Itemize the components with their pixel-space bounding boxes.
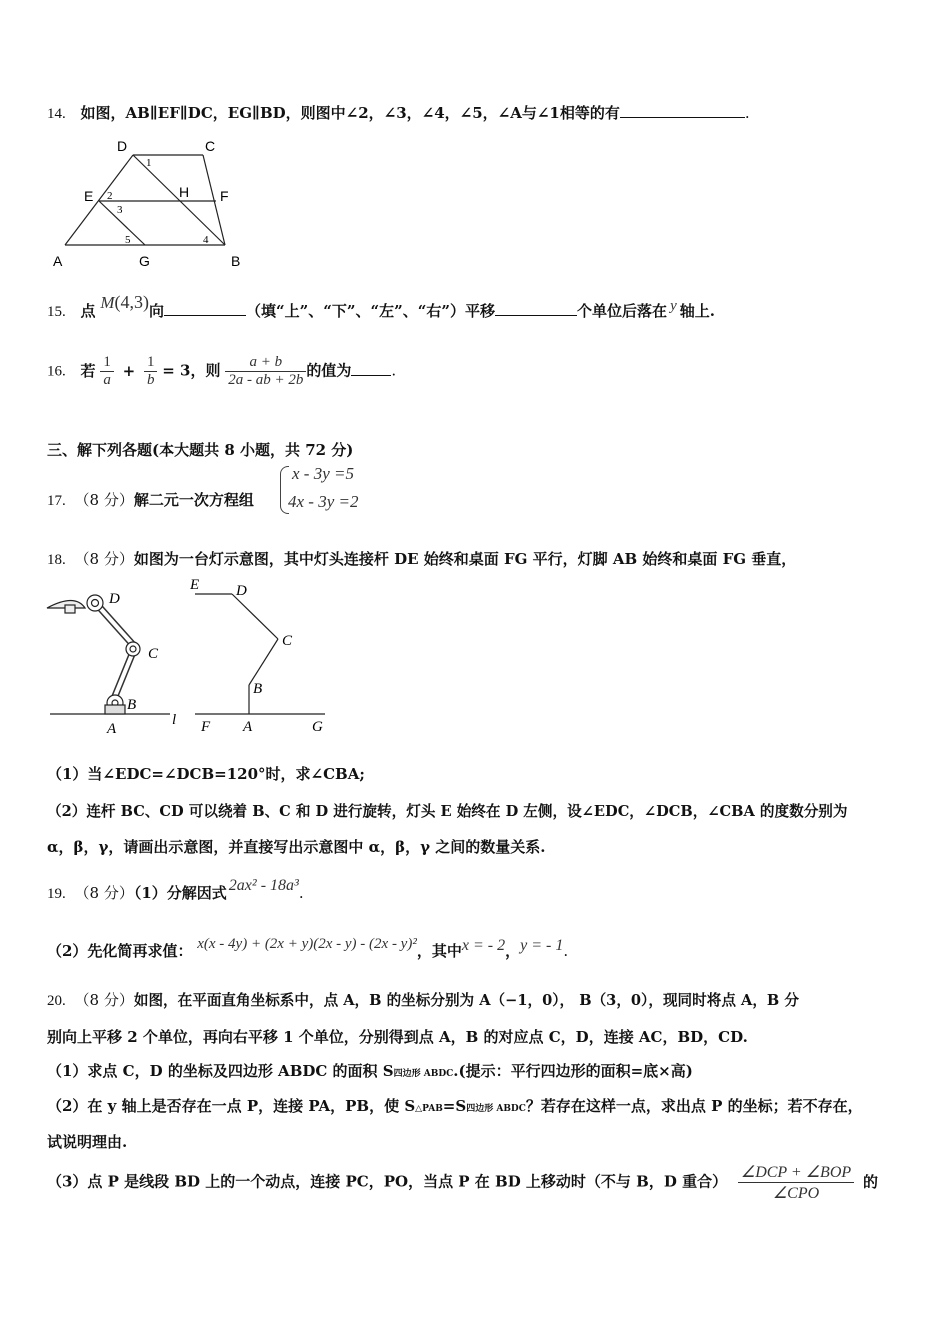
label-B: B <box>231 253 241 269</box>
answer-blank[interactable] <box>620 103 745 118</box>
expression-2: x(x - 4y) + (2x + y)(2x - y) - (2x - y)² <box>197 936 417 952</box>
q19-part-2 <box>47 936 569 961</box>
question-14 <box>47 102 750 123</box>
label-C: C <box>148 646 159 662</box>
part-1-text: （1）分解因式 <box>133 884 227 902</box>
answer-blank[interactable] <box>351 361 391 376</box>
axis-y: y <box>670 298 677 314</box>
numerator: 1 <box>103 354 111 370</box>
units-blank[interactable] <box>495 301 577 316</box>
part-2-text: （2）先化简再求值： <box>47 942 193 960</box>
text: 向 <box>149 302 165 320</box>
text: ？若存在这样一点，求出点 P 的坐标；若不存在， <box>525 1097 863 1115</box>
text: 个单位后落在 <box>577 302 668 320</box>
label-D: D <box>117 138 128 154</box>
question-number: 18. <box>47 552 66 568</box>
text: 轴上. <box>679 302 715 320</box>
y-value: y = - 1 <box>520 937 564 954</box>
subscript: △PAB <box>415 1104 443 1114</box>
question-number: 19. <box>47 886 66 902</box>
subscript: 四边形 ABDC <box>393 1069 454 1079</box>
angle-3: 3 <box>117 204 123 216</box>
plus: + <box>122 361 136 380</box>
denominator: ∠CPO <box>738 1182 854 1203</box>
question-number: 14. <box>47 106 66 122</box>
label-D: D <box>109 591 120 607</box>
label-B: B <box>127 697 137 713</box>
text: （填“上”、“下”、“左”、“右”）平移 <box>246 302 496 320</box>
q20-part-3 <box>47 1162 878 1203</box>
question-text-line-1: 如图，在平面直角坐标系中，点 A，B 的坐标分别为 A（−1，0）， B（3，0），现同时将点 A，B 分 <box>133 992 799 1009</box>
text: （2）在 y 轴上是否存在一点 P，连接 PA，PB，使 S <box>47 1097 416 1115</box>
angle-2: 2 <box>107 190 113 202</box>
expression-1: 2ax² - 18a³ <box>228 877 299 894</box>
equation-2: 4x - 3y =2 <box>288 492 359 511</box>
label-A: A <box>107 721 117 737</box>
question-text: 如图为一台灯示意图，其中灯头连接杆 DE 始终和桌面 FG 平行，灯脚 AB 始终和桌面 FG 垂直， <box>133 550 797 568</box>
angle-4: 4 <box>203 234 209 246</box>
text: （3）点 P 是线段 BD 上的一个动点，连接 PC，PO，当点 P 在 BD 上移动时（不与 B，D 重合） <box>47 1172 728 1191</box>
subscript: 四边形 ABDC <box>466 1104 526 1114</box>
q20-part-2 <box>47 1095 863 1116</box>
label-B: B <box>253 681 263 697</box>
point-M: M <box>100 293 115 312</box>
fraction-expression <box>225 354 306 389</box>
period: . <box>744 104 750 122</box>
fraction-1-over-b <box>144 354 158 389</box>
label-l: l <box>172 712 177 728</box>
question-text-line-2: 别向上平移 2 个单位，再向右平移 1 个单位，分别得到点 A，B 的对应点 C，D，连接 AC，BD，CD. <box>47 1028 748 1046</box>
text: 的 <box>862 1172 878 1191</box>
x-value: x = - 2 <box>461 937 506 954</box>
lamp-diagram <box>190 573 340 738</box>
question-20 <box>47 989 799 1010</box>
denominator: 2a - ab + 2b <box>225 371 306 389</box>
label-E: E <box>190 577 200 593</box>
question-number: 17. <box>47 493 66 509</box>
text: 若 <box>80 361 96 380</box>
question-number: 16. <box>47 363 66 380</box>
question-number: 15. <box>47 304 66 320</box>
label-F: F <box>220 188 229 204</box>
label-A: A <box>243 719 253 735</box>
period: . <box>298 884 304 902</box>
question-text: 如图，AB∥EF∥DC，EG∥BD，则图中∠2，∠3，∠4，∠5，∠A与∠1相等的有 <box>80 104 620 122</box>
text: ，其中 <box>416 942 462 960</box>
question-16 <box>47 354 396 389</box>
q18-part-1: （1）当∠EDC=∠DCB=120°时，求∠CBA; <box>47 765 365 783</box>
q18-part-2-line-1: （2）连杆 BC、CD 可以绕着 B、C 和 D 进行旋转，灯头 E 始终在 D 左侧，设∠EDC，∠DCB，∠CBA 的度数分别为 <box>47 803 848 820</box>
figure-q14 <box>45 135 255 275</box>
text: .(提示：平行四边形的面积=底×高) <box>453 1062 693 1080</box>
question-18 <box>47 548 796 569</box>
label-G: G <box>139 253 150 269</box>
label-E: E <box>84 188 94 204</box>
label-D: D <box>236 583 247 599</box>
direction-blank[interactable] <box>164 301 246 316</box>
question-number: 20. <box>47 993 66 1009</box>
question-text: 解二元一次方程组 <box>133 491 254 509</box>
text: （1）求点 C，D 的坐标及四边形 ABDC 的面积 S <box>47 1062 394 1080</box>
angle-1: 1 <box>146 157 152 169</box>
fraction-1-over-a <box>100 354 114 389</box>
score: （8 分） <box>74 491 134 509</box>
angle-fraction <box>738 1162 854 1203</box>
q20-part-2-line-2: 试说明理由. <box>47 1133 128 1151</box>
label-F: F <box>201 719 211 735</box>
lamp-figure <box>45 583 190 738</box>
period: . <box>563 942 569 960</box>
text: 的值为 <box>306 361 352 380</box>
q20-part-1 <box>47 1060 693 1081</box>
period: . <box>391 361 397 380</box>
score: （8 分） <box>74 884 134 902</box>
text: 点 <box>80 302 96 320</box>
numerator: a + b <box>249 354 283 370</box>
label-A: A <box>53 253 63 269</box>
numerator: 1 <box>146 354 155 370</box>
point-M-coords: (4,3) <box>114 292 149 312</box>
denominator: a <box>100 371 114 389</box>
equation-system <box>280 462 390 518</box>
denominator: b <box>144 371 158 389</box>
section-heading: 三、解下列各题(本大题共 8 小题，共 72 分) <box>47 441 354 459</box>
score: （8 分） <box>74 550 134 568</box>
text: =S <box>442 1097 467 1115</box>
label-C: C <box>205 138 216 154</box>
comma: ， <box>505 942 521 960</box>
numerator: ∠DCP + ∠BOP <box>740 1164 852 1181</box>
q18-part-2-line-2: α，β，γ，请画出示意图，并直接写出示意图中 α，β，γ 之间的数量关系. <box>47 838 546 856</box>
label-H: H <box>179 184 190 200</box>
text: = 3，则 <box>162 361 221 380</box>
score: （8 分） <box>74 991 134 1009</box>
angle-5: 5 <box>125 234 131 246</box>
question-15 <box>47 292 715 321</box>
label-G: G <box>312 719 323 735</box>
equation-1: x - 3y =5 <box>292 464 354 483</box>
question-17 <box>47 489 254 510</box>
label-C: C <box>282 633 293 649</box>
question-19 <box>47 877 304 903</box>
